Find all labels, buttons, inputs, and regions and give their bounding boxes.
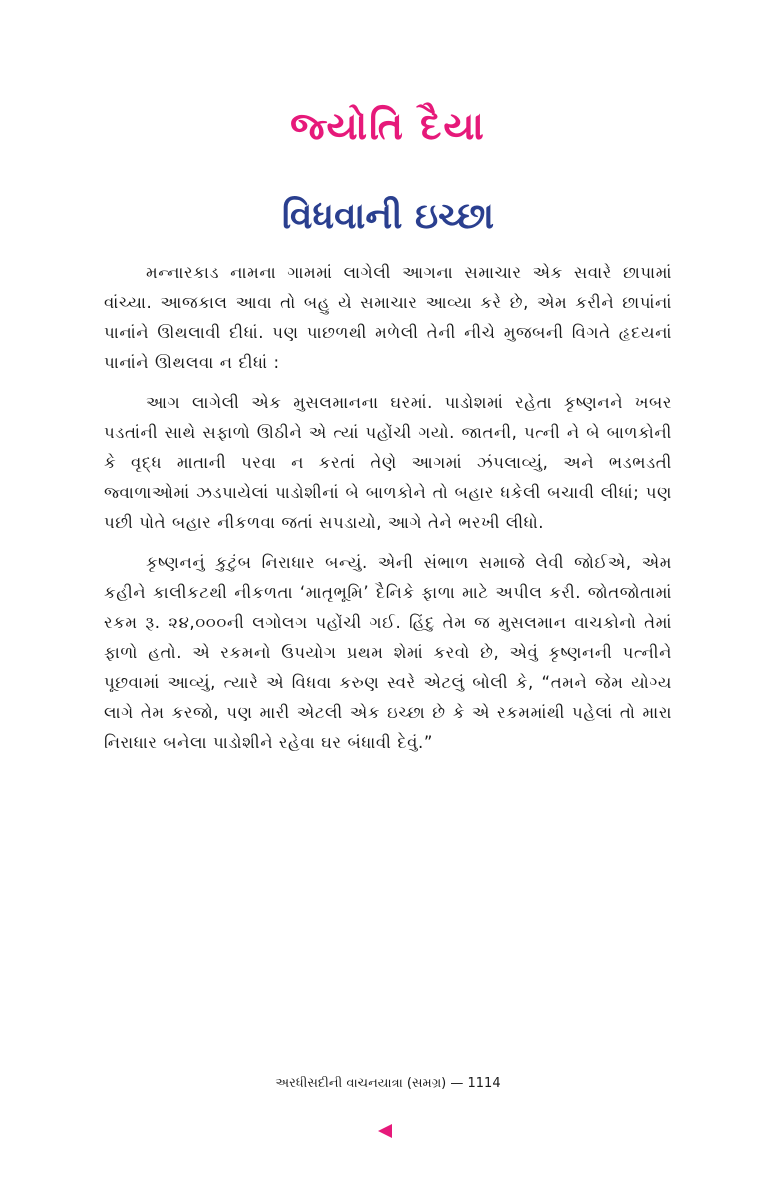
author-name: જ્યોતિ દૈયા [290,104,486,148]
paragraph-1: મન્નારકાડ નામના ગામમાં લાગેલી આગના સમાચાર એક સવારે છાપામાં વાંચ્યા. આજકાલ આવા તો બહુ યે સમાચાર આવ્યા કરે છે, એમ કરીને છાપાંનાં પાનાંને ઊથલાવી દીધાં. પણ પાછળથી મળેલી તેની નીચે મુજબની વિગતે હૃદયનાં પાનાંને ઊથલવા ન દીધાં : [104,263,672,372]
page-footer: અરધીસદીની વાચનયાત્રા (સમગ્ર) — 1114 [275,1076,501,1091]
article-title: વિધવાની ઇચ્છા [281,196,495,237]
paragraph-3: કૃષ્ણનનું કુટુંબ નિરાધાર બન્યું. એની સંભાળ સમાજે લેવી જોઈએ, એમ કહીને કાલીકટથી નીકળતા ‘માતૃભૂમિ’ દૈનિકે ફાળા માટે અપીલ કરી. જોતજોતામાં રકમ રૂ. ૨૪,૦૦૦ની લગોલગ પહોંચી ગઈ. હિંદુ તેમ જ મુસલમાન વાચકોનો તેમાં ફાળો હતો. એ રકમનો ઉપયોગ પ્રથમ શેમાં કરવો છે, એવું કૃષ્ણનની પત્નીને પૂછવામાં આવ્યું, ત્યારે એ વિધવા કરુણ સ્વરે એટલું બોલી કે, “તમને જેમ યોગ્ય લાગે તેમ કરજો, પણ મારી એટલી એક ઇચ્છા છે કે એ રકમમાંથી પહેલાં તો મારા નિરાધાર બનેલા પાડોશીને રહેવા ઘર બંધાવી દેવું.” [104,553,672,752]
article-body [104,258,672,768]
paragraph-2: આગ લાગેલી એક મુસલમાનના ઘરમાં. પાડોશમાં રહેતા કૃષ્ણનને ખબર પડતાંની સાથે સફાળો ઊઠીને એ ત્યાં પહોંચી ગયો. જાતની, પત્ની ને બે બાળકોની કે વૃદ્ધ માતાની પરવા ન કરતાં તેણે આગમાં ઝંપલાવ્યું, અને ભડભડતી જ્વાળાઓમાં ઝડપાયેલાં પાડોશીનાં બે બાળકોને તો બહાર ધકેલી બચાવી લીધાં; પણ પછી પોતે બહાર નીકળવા જતાં સપડાયો, આગે તેને ભરખી લીધો. [104,393,672,532]
previous-page-icon[interactable] [378,1124,392,1138]
